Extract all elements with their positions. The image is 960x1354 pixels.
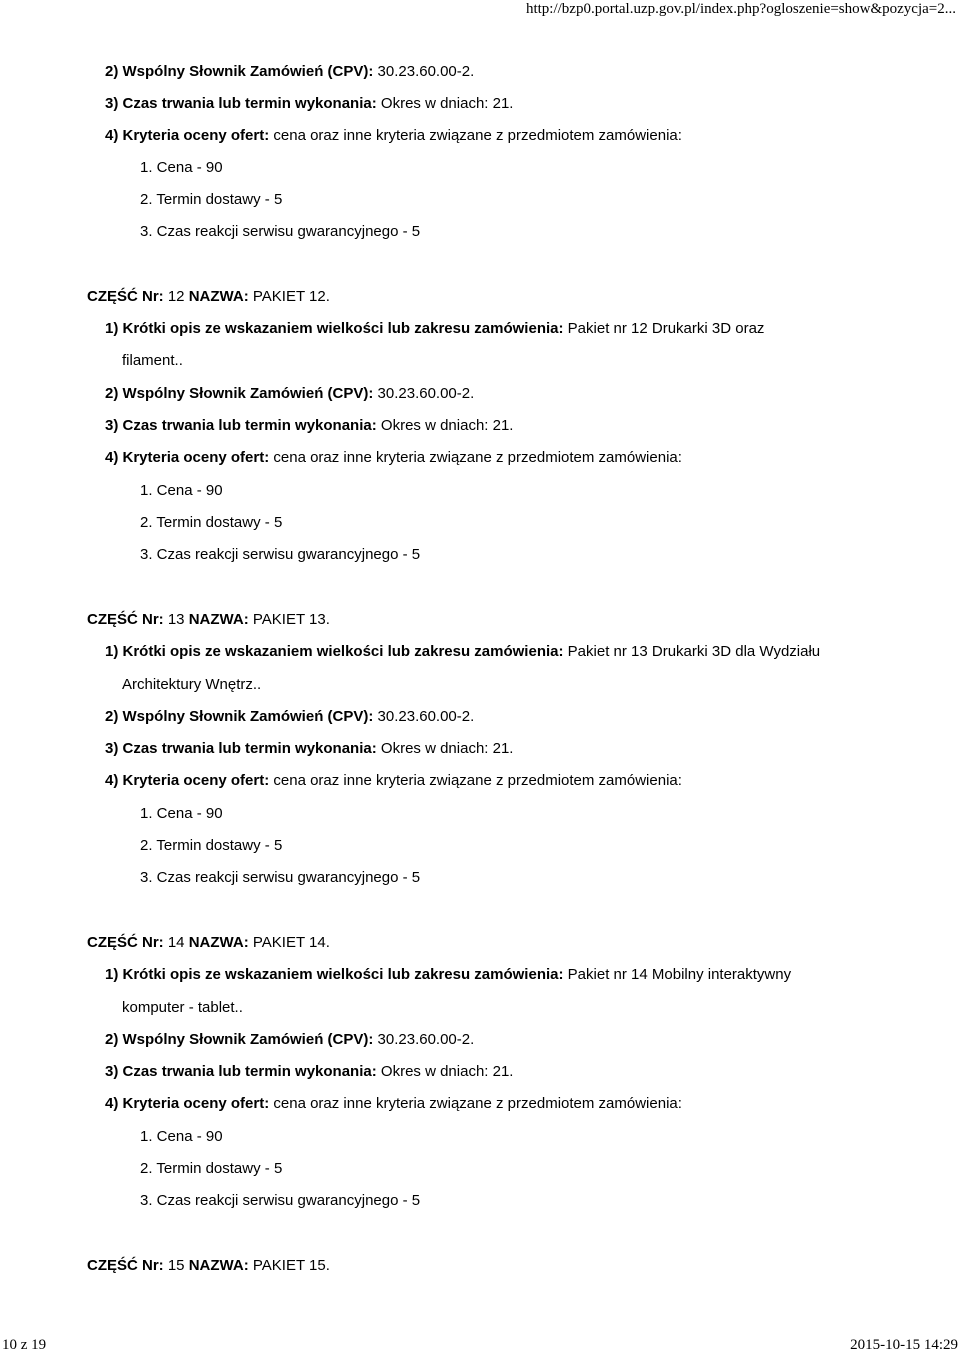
part-heading: CZĘŚĆ Nr: 12 NAZWA: PAKIET 12. [87, 288, 330, 305]
duration-line: 3) Czas trwania lub termin wykonania: Okres w dniach: 21. [105, 95, 514, 112]
print-datetime: 2015-10-15 14:29 [850, 1337, 958, 1353]
part-heading: CZĘŚĆ Nr: 15 NAZWA: PAKIET 15. [87, 1257, 330, 1274]
criterion-price: 1. Cena - 90 [140, 482, 223, 499]
description-cont: filament.. [122, 352, 183, 369]
cpv-line: 2) Wspólny Słownik Zamówień (CPV): 30.23.60.00-2. [105, 708, 475, 725]
description-cont: komputer - tablet.. [122, 999, 243, 1016]
criterion-delivery: 2. Termin dostawy - 5 [140, 191, 283, 208]
page-url-header: http://bzp0.portal.uzp.gov.pl/index.php?ogloszenie=show&pozycja=2... [525, 1, 956, 17]
criterion-service: 3. Czas reakcji serwisu gwarancyjnego - 5 [140, 223, 421, 240]
cpv-line: 2) Wspólny Słownik Zamówień (CPV): 30.23.60.00-2. [105, 63, 475, 80]
criterion-delivery: 2. Termin dostawy - 5 [140, 514, 283, 531]
page-number: 10 z 19 [2, 1337, 47, 1353]
criteria-line: 4) Kryteria oceny ofert: cena oraz inne kryteria związane z przedmiotem zamówienia: [105, 772, 682, 789]
criterion-price: 1. Cena - 90 [140, 1128, 223, 1145]
duration-line: 3) Czas trwania lub termin wykonania: Okres w dniach: 21. [105, 1063, 514, 1080]
criterion-service: 3. Czas reakcji serwisu gwarancyjnego - 5 [140, 546, 421, 563]
duration-line: 3) Czas trwania lub termin wykonania: Okres w dniach: 21. [105, 417, 514, 434]
criteria-line: 4) Kryteria oceny ofert: cena oraz inne kryteria związane z przedmiotem zamówienia: [105, 127, 682, 144]
criteria-line: 4) Kryteria oceny ofert: cena oraz inne kryteria związane z przedmiotem zamówienia: [105, 1095, 682, 1112]
cpv-line: 2) Wspólny Słownik Zamówień (CPV): 30.23.60.00-2. [105, 385, 475, 402]
criterion-service: 3. Czas reakcji serwisu gwarancyjnego - 5 [140, 1192, 421, 1209]
criterion-delivery: 2. Termin dostawy - 5 [140, 1160, 283, 1177]
criterion-price: 1. Cena - 90 [140, 805, 223, 822]
duration-line: 3) Czas trwania lub termin wykonania: Okres w dniach: 21. [105, 740, 514, 757]
description-line: 1) Krótki opis ze wskazaniem wielkości lub zakresu zamówienia: Pakiet nr 13 Drukarki 3D dla Wydziału [105, 643, 821, 660]
description-line: 1) Krótki opis ze wskazaniem wielkości lub zakresu zamówienia: Pakiet nr 12 Drukarki 3D oraz [105, 320, 765, 337]
description-line: 1) Krótki opis ze wskazaniem wielkości lub zakresu zamówienia: Pakiet nr 14 Mobilny interaktywny [105, 966, 792, 983]
criterion-price: 1. Cena - 90 [140, 159, 223, 176]
part-heading: CZĘŚĆ Nr: 14 NAZWA: PAKIET 14. [87, 934, 330, 951]
description-cont: Architektury Wnętrz.. [122, 676, 262, 693]
criterion-delivery: 2. Termin dostawy - 5 [140, 837, 283, 854]
criteria-line: 4) Kryteria oceny ofert: cena oraz inne kryteria związane z przedmiotem zamówienia: [105, 449, 682, 466]
cpv-line: 2) Wspólny Słownik Zamówień (CPV): 30.23.60.00-2. [105, 1031, 475, 1048]
criterion-service: 3. Czas reakcji serwisu gwarancyjnego - 5 [140, 869, 421, 886]
part-heading: CZĘŚĆ Nr: 13 NAZWA: PAKIET 13. [87, 611, 330, 628]
